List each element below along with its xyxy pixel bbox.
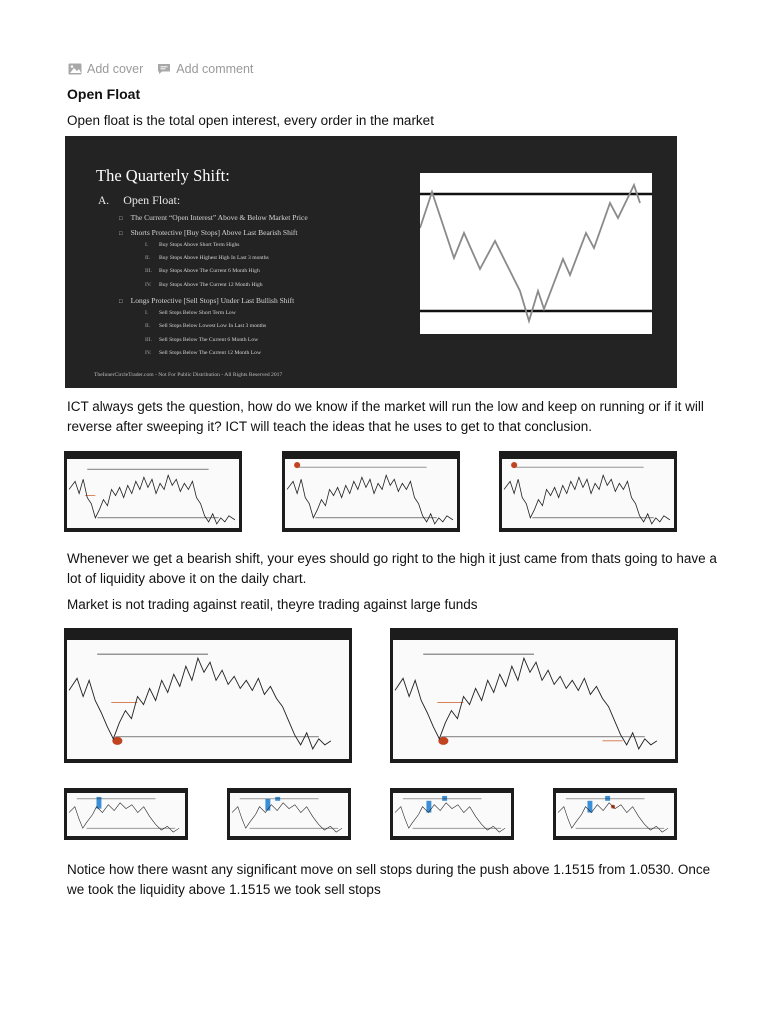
item-number: IV. — [145, 282, 152, 288]
chart-screenshot — [499, 451, 677, 532]
add-cover-button[interactable] — [68, 62, 143, 76]
buy-stop-item — [145, 255, 269, 261]
price-chart-svg — [393, 793, 511, 836]
chart-screenshot — [64, 451, 242, 532]
item-number: IV. — [145, 350, 152, 356]
chart-screenshot — [390, 628, 678, 763]
chart-screenshot — [64, 788, 188, 840]
add-comment-button[interactable] — [157, 62, 253, 76]
buy-stop-item — [145, 282, 263, 288]
chart-screenshot — [390, 788, 514, 840]
sell-stop-item — [145, 350, 261, 356]
zigzag-diagram — [420, 173, 652, 334]
item-text: Buy Stops Above The Current 6 Month High — [159, 268, 260, 274]
price-zigzag-line — [420, 185, 640, 321]
chart-screenshot — [64, 628, 352, 763]
zigzag-svg — [420, 173, 652, 334]
add-cover-label: Add cover — [87, 62, 144, 76]
price-chart-svg — [67, 793, 185, 836]
item-number: I. — [145, 310, 149, 316]
item-number: II. — [145, 255, 151, 261]
funds-paragraph: Market is not trading against reatil, theyre trading against large funds — [67, 597, 478, 612]
item-number: III. — [145, 337, 152, 343]
item-number: I. — [145, 242, 149, 248]
buy-stop-item — [145, 268, 260, 274]
slide-bullet: □ Longs Protective [Sell Stops] Under Last Bullish Shift — [119, 296, 294, 305]
sell-stop-item — [145, 323, 266, 329]
item-text: Sell Stops Below Lowest Low In Last 3 months — [159, 323, 267, 329]
image-icon — [68, 63, 82, 75]
price-chart-svg — [67, 640, 349, 759]
question-paragraph: ICT always gets the question, how do we know if the market will run the low and keep on running or if it will reverse after sweeping it? ICT will teach the ideas that he uses to get to that conclusion. — [67, 399, 704, 434]
slide-footer: TheInnerCircleTrader.com - Not For Public Distribution - All Rights Reserved 2017 — [94, 372, 283, 378]
item-text: Buy Stops Above The Current 12 Month High — [159, 282, 263, 288]
section-title: Open Float: — [123, 193, 181, 207]
chart-screenshot — [227, 788, 351, 840]
slide-title: The Quarterly Shift: — [96, 166, 230, 185]
page-title: Open Float — [67, 86, 141, 102]
slide-section — [98, 193, 180, 208]
bearish-shift-paragraph: Whenever we get a bearish shift, your eyes should go right to the high it just came from thats going to have a lot of liquidity above it on the daily chart. — [67, 551, 717, 586]
price-chart-svg — [502, 459, 674, 528]
comment-icon — [157, 63, 171, 75]
item-number: III. — [145, 268, 152, 274]
sell-stops-paragraph: Notice how there wasnt any significant move on sell stops during the push above 1.1515 from 1.0530. Once we took the liquidity above 1.1515 we took sell stops — [67, 862, 711, 897]
price-chart-svg — [67, 459, 239, 528]
chart-screenshot — [282, 451, 460, 532]
sell-stop-item — [145, 337, 258, 343]
intro-paragraph: Open float is the total open interest, every order in the market — [67, 113, 434, 128]
price-chart-svg — [285, 459, 457, 528]
page-toolbar — [68, 62, 253, 76]
item-text: Buy Stops Above Short Term Highs — [159, 242, 240, 248]
add-comment-label: Add comment — [176, 62, 254, 76]
section-letter: A. — [98, 195, 110, 207]
item-number: II. — [145, 323, 151, 329]
item-text: Buy Stops Above Highest High In Last 3 months — [159, 255, 269, 261]
price-chart-svg — [393, 640, 675, 759]
item-text: Sell Stops Below The Current 6 Month Low — [159, 337, 259, 343]
item-text: Sell Stops Below Short Term Low — [159, 310, 236, 316]
slide-bullet: □ Shorts Protective [Buy Stops] Above Last Bearish Shift — [119, 228, 298, 237]
sell-stop-item — [145, 310, 236, 316]
item-text: Sell Stops Below The Current 12 Month Low — [159, 350, 261, 356]
quarterly-shift-slide — [65, 136, 677, 388]
buy-stop-item — [145, 242, 239, 248]
price-chart-svg — [230, 793, 348, 836]
chart-screenshot — [553, 788, 677, 840]
price-chart-svg — [556, 793, 674, 836]
slide-bullet: □ The Current “Open Interest” Above & Below Market Price — [119, 213, 308, 222]
